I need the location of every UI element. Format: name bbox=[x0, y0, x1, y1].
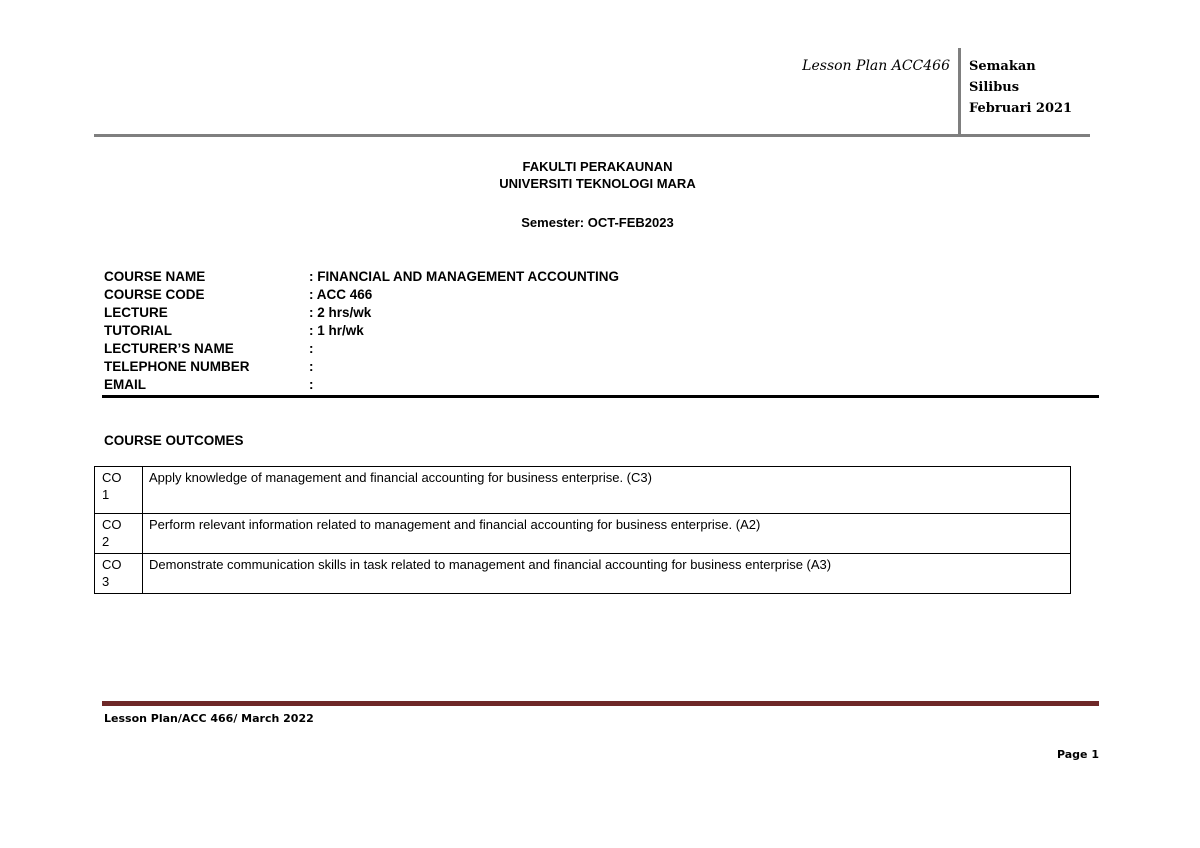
semester-label: Semester: OCT-FEB2023 bbox=[521, 215, 674, 230]
outcome-description-cell: Demonstrate communication skills in task related to management and financial accounting for business enterprise (A3) bbox=[143, 554, 1071, 594]
header-revision-line: Februari 2021 bbox=[969, 101, 1073, 116]
header-revision-line: Silibus bbox=[969, 80, 1020, 95]
course-info-value: : 1 hr/wk bbox=[309, 323, 364, 338]
university-name: UNIVERSITI TEKNOLOGI MARA bbox=[499, 176, 696, 191]
outcome-code-number: 2 bbox=[102, 534, 110, 549]
course-info-label: LECTURER’S NAME bbox=[104, 341, 234, 356]
outcome-code-prefix: CO bbox=[102, 557, 122, 572]
outcome-code-cell bbox=[95, 514, 143, 554]
header-horizontal-rule bbox=[94, 134, 1090, 137]
faculty-name: FAKULTI PERAKAUNAN bbox=[522, 159, 673, 174]
document-title bbox=[0, 158, 1195, 192]
footer-document-reference: Lesson Plan/ACC 466/ March 2022 bbox=[104, 712, 314, 725]
outcome-code-number: 1 bbox=[102, 487, 110, 502]
footer-rule bbox=[102, 701, 1099, 706]
header-revision-line: Semakan bbox=[969, 59, 1036, 74]
course-info-label: EMAIL bbox=[104, 377, 146, 392]
outcome-code-cell bbox=[95, 554, 143, 594]
course-info-label: TUTORIAL bbox=[104, 323, 172, 338]
course-info-value: : bbox=[309, 377, 314, 392]
header-vertical-divider bbox=[958, 48, 961, 136]
course-info-value: : bbox=[309, 341, 314, 356]
course-outcomes-heading: COURSE OUTCOMES bbox=[104, 433, 244, 448]
course-outcomes-table bbox=[94, 466, 1071, 594]
outcome-description-cell: Apply knowledge of management and financial accounting for business enterprise. (C3) bbox=[143, 467, 1071, 514]
outcome-code-number: 3 bbox=[102, 574, 110, 589]
course-info-value: : FINANCIAL AND MANAGEMENT ACCOUNTING bbox=[309, 269, 619, 284]
outcome-description-cell: Perform relevant information related to management and financial accounting for business enterprise. (A2) bbox=[143, 514, 1071, 554]
table-row bbox=[95, 554, 1071, 594]
course-info-value: : ACC 466 bbox=[309, 287, 373, 302]
course-info-value: : bbox=[309, 359, 314, 374]
outcome-code-cell bbox=[95, 467, 143, 514]
course-info-label: LECTURE bbox=[104, 305, 168, 320]
page-number: Page 1 bbox=[1056, 748, 1099, 761]
header-lesson-plan-title: Lesson Plan ACC466 bbox=[802, 58, 950, 74]
header-revision-note bbox=[969, 56, 1072, 119]
outcome-code-prefix: CO bbox=[102, 470, 122, 485]
course-info-label: COURSE CODE bbox=[104, 287, 205, 302]
course-info-value: : 2 hrs/wk bbox=[309, 305, 372, 320]
table-row bbox=[95, 467, 1071, 514]
table-row bbox=[95, 514, 1071, 554]
course-info-label: COURSE NAME bbox=[104, 269, 206, 284]
outcome-code-prefix: CO bbox=[102, 517, 122, 532]
course-info-label: TELEPHONE NUMBER bbox=[104, 359, 250, 374]
course-info-rule bbox=[102, 395, 1099, 398]
